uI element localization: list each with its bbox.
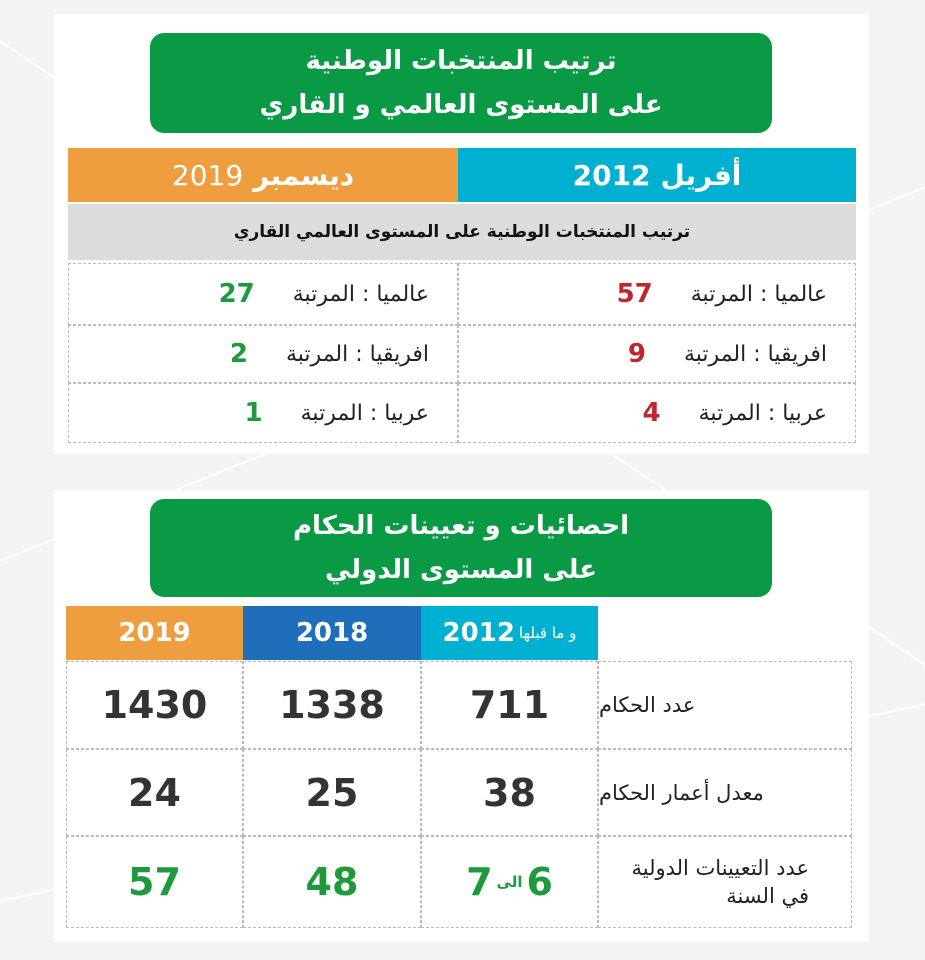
header-year: 2012 [442, 618, 515, 648]
rank-label: عربيا : المرتبة [698, 400, 827, 426]
row-label-text: عدد التعيينات الدولية في السنة [631, 856, 809, 908]
rank-cell-world-2012 [458, 263, 856, 325]
referees-title-banner [150, 499, 772, 597]
ranking-title-banner [150, 33, 772, 133]
header-2012-and-before [421, 606, 598, 660]
rank-value: 2 [229, 339, 248, 369]
header-month: ديسمبر [253, 158, 355, 192]
value-referee-count-2012: 711 [421, 661, 598, 749]
header-2019: 2019 [66, 606, 243, 660]
rank-label: عربيا : المرتبة [300, 400, 429, 426]
value-referee-count-2018: 1338 [243, 661, 421, 749]
value-appointments-separator: الى [496, 873, 523, 891]
ranking-subtitle-band: ترتيب المنتخبات الوطنية على المستوى العالمي القاري [68, 204, 856, 260]
ranking-title-line1: ترتيب المنتخبات الوطنية [305, 46, 617, 76]
rank-cell-arab-2019 [68, 383, 458, 443]
value-average-age-2019: 24 [66, 749, 243, 836]
rank-cell-africa-2012 [458, 325, 856, 383]
value-average-age-2012: 38 [421, 749, 598, 836]
value-referee-count-2019: 1430 [66, 661, 243, 749]
header-2018: 2018 [243, 606, 421, 660]
rank-value: 9 [627, 339, 646, 369]
rank-value: 1 [244, 398, 263, 428]
value-appointments-2019: 57 [66, 836, 243, 928]
rank-label: افريقيا : المرتبة [286, 341, 429, 367]
referees-title-line1: احصائيات و تعيينات الحكام [292, 511, 630, 541]
header-year: 2019 [171, 158, 244, 192]
value-appointments-2012 [421, 836, 598, 928]
row-label-international-appointments [598, 836, 852, 928]
row-label-average-age: معدل أعمار الحكام [598, 749, 852, 836]
rank-value: 4 [642, 398, 661, 428]
ranking-title-line2: على المستوى العالمي و القاري [259, 90, 663, 120]
rank-label: افريقيا : المرتبة [684, 341, 827, 367]
rank-cell-arab-2012 [458, 383, 856, 443]
value-appointments-2018: 48 [243, 836, 421, 928]
row-label-referee-count: عدد الحكام [598, 661, 852, 749]
header-december-2019 [68, 148, 458, 202]
rank-label: عالميا : المرتبة [690, 281, 827, 307]
rank-label: عالميا : المرتبة [292, 281, 429, 307]
rank-value: 57 [616, 279, 653, 309]
header-month: أفريل [660, 158, 742, 192]
header-suffix: و ما قبلها [518, 624, 577, 642]
value-appointments-to: 7 [466, 860, 493, 904]
rank-cell-world-2019 [68, 263, 458, 325]
rank-value: 27 [218, 279, 255, 309]
rank-cell-africa-2019 [68, 325, 458, 383]
referees-title-line2: على المستوى الدولي [325, 555, 598, 585]
header-april-2012 [458, 148, 856, 202]
header-year: 2012 [572, 158, 651, 192]
value-appointments-from: 6 [526, 860, 553, 904]
value-average-age-2018: 25 [243, 749, 421, 836]
